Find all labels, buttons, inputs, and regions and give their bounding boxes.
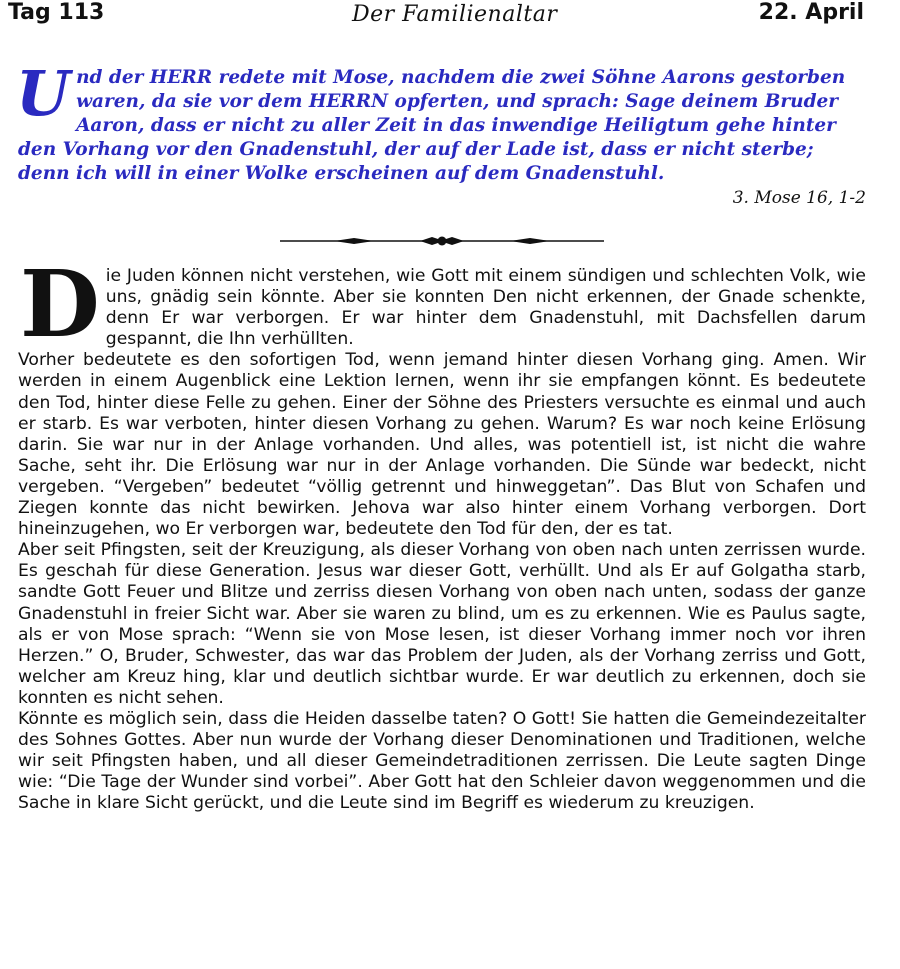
book-title: Der Familienaltar: [352, 2, 558, 27]
day-label: Tag 113: [8, 0, 105, 25]
devotional-body: [18, 250, 866, 814]
verse-text: nd der HERR redete mit Mose, nachdem die zwei Söhne Aarons gestorben waren, da sie vor dem HERRN opferten, und sprach: Sage deinem Bruder Aaron, dass er nicht zu aller Zeit in das inwendige Heiligtum gehe hinter den Vorhang vor den Gnadenstuhl, der auf der Lade ist, dass er nicht sterbe; denn ich will in einer Wolke erscheinen auf dem Gnadenstuhl.: [18, 67, 846, 184]
body-paragraph-2: Vorher bedeutete es den sofortigen Tod, wenn jemand hinter diesen Vorhang ging. Amen. Wir werden in einem Augenblick eine Lektion lernen, wenn ihr sie empfangen könnt. Es bedeutete den Tod, hinter diese Felle zu gehen. Einer der Söhne des Priesters versuchte es einmal und auch er starb. Es war verboten, hinter diesen Vorhang zu gehen. Warum? Es war noch keine Erlösung darin. Sie war nur in der Anlage vorhanden. Und alles, was potentiell ist, ist nicht die wahre Sache, seht ihr. Die Erlösung war nur in der Anlage vorhanden. Die Sünde war bedeckt, nicht vergeben. “Vergeben” bedeutet “völlig getrennt und hinweggetan”. Das Blut von Schafen und Ziegen konnte das nicht bewirken. Jehova war also hinter einem Vorhang verborgen. Dort hineinzugehen, wo Er verborgen war, bedeutete den Tod für den, der es tat.: [18, 350, 866, 540]
verse-paragraph: [16, 57, 866, 186]
drop-cap-letter: D: [20, 250, 100, 358]
body-paragraph-1-text: ie Juden können nicht verstehen, wie Gott mit einem sündigen und schlechten Volk, wie uns, gnädig sein könnte. Aber sie konnten Den nicht erkennen, der Gnade schenkte, denn Er war verborgen. Er war hinter dem Gnadenstuhl, mit Dachsfellen darum gespannt, die Ihn verhüllten.: [105, 266, 866, 350]
date-label: 22. April: [758, 0, 864, 25]
page-header: [0, 0, 900, 36]
body-paragraph-1: [18, 250, 866, 358]
verse-reference: 3. Mose 16, 1-2: [732, 188, 866, 208]
scripture-verse: [16, 57, 866, 186]
verse-initial: U: [16, 57, 71, 130]
body-paragraph-4: Könnte es möglich sein, dass die Heiden dasselbe taten? O Gott! Sie hatten die Gemeindezeitalter des Sohnes Gottes. Aber nun wurde der Vorhang dieser Denominationen und Traditionen, welche wir seit Pfingsten haben, und all dieser Gemeindetraditionen zerrissen. Die Leute sagten Dinge wie: “Die Tage der Wunder sind vorbei”. Aber Gott hat den Schleier davon weggenommen und die Sache in klare Sicht gerückt, und die Leute sind im Begriff es wiederum zu kreuzigen.: [18, 708, 866, 814]
ornamental-divider: [280, 233, 604, 249]
body-paragraph-3: Aber seit Pfingsten, seit der Kreuzigung, als dieser Vorhang von oben nach unten zerrissen wurde. Es geschah für diese Generation. Jesus war dieser Gott, verhüllt. Und als Er auf Golgatha starb, sandte Gott Feuer und Blitze und zerriss diesen Vorhang von oben nach unten, sodass der ganze Gnadenstuhl in freier Sicht war. Aber sie waren zu blind, um es zu erkennen. Wie es Paulus sagte, als er von Mose sprach: “Wenn sie von Mose lesen, ist dieser Vorhang immer noch vor ihren Herzen.” O, Bruder, Schwester, das war das Problem der Juden, als der Vorhang zerriss und Gott, welcher am Kreuz hing, klar und deutlich sichtbar wurde. Er war deutlich zu erkennen, doch sie konnten es nicht sehen.: [18, 540, 866, 708]
